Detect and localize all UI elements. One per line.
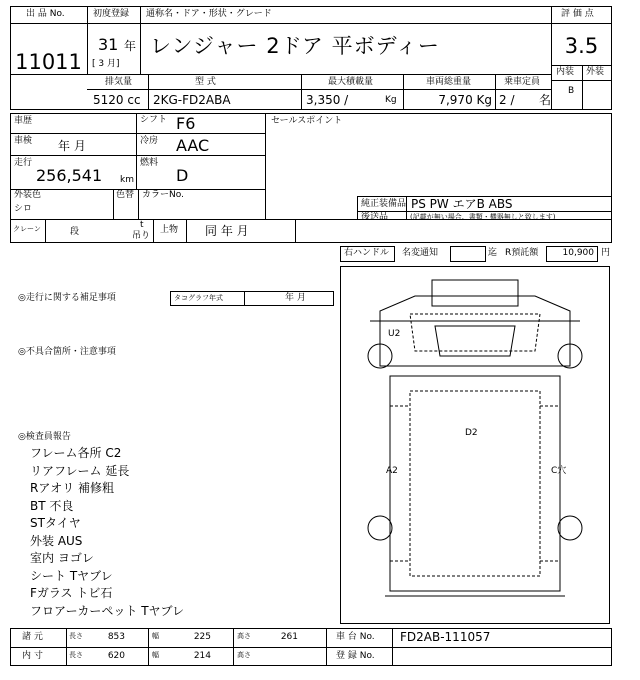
inspector-item: Fガラス トビ石 — [30, 586, 113, 600]
mileage-unit: km — [120, 175, 134, 185]
wheel-rear-right — [558, 516, 582, 540]
mark-d2: D2 — [465, 428, 478, 438]
bed-outline — [390, 376, 560, 591]
interior-grade: B — [568, 86, 575, 96]
spec-div-1 — [148, 74, 149, 110]
deposit-value: 10,900 — [562, 248, 594, 258]
equip-label-div — [406, 196, 407, 219]
chassis-value: FD2AB-111057 — [400, 630, 491, 644]
equip-label: 純正装備品 — [361, 199, 407, 209]
inspector-item: フレーム各所 C2 — [30, 446, 122, 460]
fuel-value: D — [176, 166, 189, 185]
spec-div-4 — [495, 74, 496, 110]
inspector-item: BT 不良 — [30, 498, 74, 513]
after-label: 後送品 — [361, 212, 389, 222]
reg-month: [ 3 月] — [92, 59, 120, 69]
equip-value: PS PW エアB ABS — [411, 197, 513, 211]
deposit-unit: 円 — [601, 248, 611, 258]
inspector-title: ◎検査員報告 — [18, 432, 71, 442]
upper-label: 上物 — [160, 225, 179, 235]
equip-mid — [357, 211, 612, 212]
b-div-5 — [392, 628, 393, 666]
color-label: 外装色 — [14, 190, 42, 200]
shift-value: F6 — [176, 114, 196, 133]
info-div-2 — [265, 113, 266, 219]
fuel-label: 燃料 — [140, 158, 159, 168]
load-unit: Kg — [385, 95, 397, 105]
model-label: 型 式 — [195, 77, 216, 87]
bottom-mid — [10, 647, 612, 648]
color-value: シロ — [14, 204, 33, 214]
equip-div — [357, 196, 358, 219]
sales-label: セールスポイント — [271, 116, 343, 126]
shift-label: シフト — [140, 115, 168, 125]
header-label-line — [10, 23, 87, 24]
wid-label-1: 幅 — [152, 632, 159, 640]
hei-label-2: 高さ — [237, 651, 251, 659]
b-div-3 — [233, 628, 234, 666]
crane-div-3 — [186, 219, 187, 243]
lot-label: 出 品 No. — [26, 9, 65, 19]
crane-label: クレーン — [13, 225, 41, 233]
upper-value: 同 年 月 — [205, 224, 249, 238]
name-change-box — [450, 246, 486, 262]
cap-value: 2 / — [499, 93, 515, 107]
spec-mid-line — [87, 89, 551, 90]
spec-div-3 — [403, 74, 404, 110]
car-name: レンジャー 2ドア 平ボディー — [150, 34, 440, 58]
row2-label: 内 寸 — [22, 651, 43, 661]
inspector-item: シート Tヤブレ — [30, 568, 113, 583]
truck-diagram — [340, 266, 610, 624]
len-label-1: 長さ — [69, 632, 83, 640]
color-code-label: カラーNo. — [142, 190, 184, 200]
reg-divider — [140, 6, 141, 74]
inspector-item: Rアオリ 補修粗 — [30, 481, 115, 495]
inspector-item: 室内 ヨゴレ — [30, 551, 94, 565]
name-label: 通称名・ドア・形状・グレード — [146, 9, 272, 19]
mark-c-hole: C穴 — [551, 466, 567, 476]
tacho-label: タコグラフ年式 — [174, 294, 223, 302]
cap-label: 乗車定員 — [504, 77, 541, 87]
cab-roof — [432, 280, 518, 306]
inspection-value: 年 月 — [58, 139, 86, 153]
spec-len: 853 — [107, 632, 125, 642]
info-div-1 — [136, 113, 137, 189]
color-change-label: 色替 — [116, 190, 135, 200]
inspection-label: 車検 — [14, 136, 33, 146]
mark-u2: U2 — [388, 329, 401, 339]
inspector-item: 外装 AUS — [30, 533, 83, 548]
wid-label-2: 幅 — [152, 651, 159, 659]
info-row-2 — [10, 155, 265, 156]
crane-stage: 段 — [70, 227, 80, 237]
load-label: 最大積載量 — [328, 77, 374, 87]
crane-ton: t — [140, 220, 144, 230]
score-value: 3.5 — [564, 34, 599, 58]
bed-floor — [410, 391, 540, 576]
rhd-label: 右ハンドル — [344, 248, 390, 258]
grade-divider — [582, 65, 583, 110]
displacement-label: 排気量 — [105, 77, 133, 87]
row1-label: 諸 元 — [22, 632, 43, 642]
tacho-div — [244, 291, 245, 306]
reg-year: 31 — [98, 35, 119, 54]
history-label: 車歴 — [14, 116, 33, 126]
load-value: 3,350 / — [306, 93, 349, 107]
reg-no-label: 登 録 No. — [336, 651, 375, 661]
inspector-item: フロアーカーペット Tヤブレ — [30, 603, 185, 618]
header-label-line-2 — [87, 23, 551, 24]
in-wid: 214 — [193, 651, 211, 661]
gross-value: 7,970 Kg — [438, 93, 492, 107]
spec-hei: 261 — [280, 632, 298, 642]
crane-div-4 — [295, 219, 296, 243]
defect-title: ◎不具合箇所・注意事項 — [18, 347, 116, 357]
exterior-label: 外装 — [586, 67, 605, 77]
displacement-value: 5120 cc — [93, 93, 141, 107]
ac-label: 冷房 — [140, 136, 159, 146]
lot-number: 11011 — [15, 50, 82, 74]
name-change-label: 名変通知 — [402, 248, 439, 258]
b-div-4 — [326, 628, 327, 666]
reg-label: 初度登録 — [93, 9, 130, 19]
color-div-2 — [138, 189, 139, 219]
color-div-1 — [113, 189, 114, 219]
reg-year-unit: 年 — [124, 39, 137, 53]
score-label-line — [551, 23, 612, 24]
crane-div-2 — [153, 219, 154, 243]
score-divider — [551, 6, 552, 110]
ac-value: AAC — [176, 136, 210, 155]
driving-title: ◎走行に関する補足事項 — [18, 293, 116, 303]
after-note: (記載が無い場合、書類・機器無しと致します) — [410, 213, 556, 221]
lot-divider — [87, 6, 88, 74]
deposit-label: R預託額 — [505, 248, 539, 258]
hei-label-1: 高さ — [237, 632, 251, 640]
cab-windshield — [410, 314, 540, 351]
inspector-item: STタイヤ — [30, 516, 81, 530]
deadline-label: 迄 — [488, 248, 498, 258]
in-len: 620 — [107, 651, 125, 661]
chassis-label: 車 台 No. — [336, 632, 375, 642]
b-div-2 — [148, 628, 149, 666]
crane-hang: 吊り — [132, 231, 151, 241]
mileage-label: 走行 — [14, 158, 33, 168]
crane-div-1 — [45, 219, 46, 243]
interior-label: 内装 — [556, 67, 575, 77]
b-div-1 — [66, 628, 67, 666]
spec-div-2 — [301, 74, 302, 110]
info-row-1 — [10, 133, 265, 134]
mark-a2: A2 — [386, 466, 398, 476]
score-label: 評 価 点 — [561, 9, 594, 19]
cap-unit: 名 — [539, 93, 552, 107]
gross-label: 車両総重量 — [426, 77, 472, 87]
inspector-item: リアフレーム 延長 — [30, 463, 130, 478]
mileage-value: 256,541 — [36, 166, 103, 185]
tacho-value: 年 月 — [285, 293, 306, 303]
header-bottom-line — [10, 74, 551, 75]
spec-wid: 225 — [193, 632, 211, 642]
wheel-rear-left — [368, 516, 392, 540]
model-value: 2KG-FD2ABA — [153, 93, 231, 107]
len-label-2: 長さ — [69, 651, 83, 659]
